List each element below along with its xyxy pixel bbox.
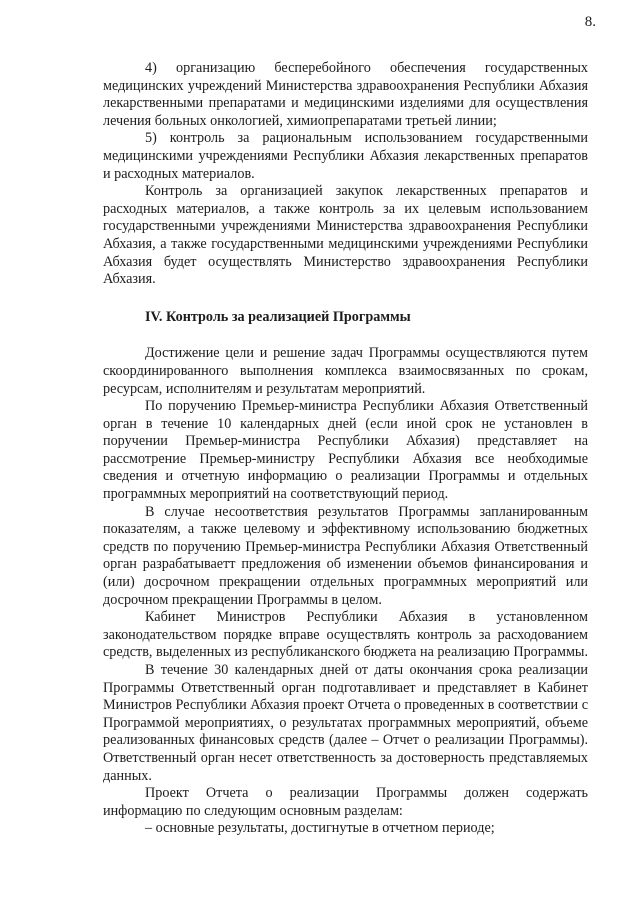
paragraph-cabinet-control: Кабинет Министров Республики Абхазия в установленном законодательством порядке вправе осуществлять контроль за расходованием средств, выделенных из республиканского бюджета на реализацию Программы. (103, 609, 588, 661)
paragraph-nonconformity: В случае несоответствия результатов Программы запланированным показателям, а также целевому и эффективному использованию бюджетных средств по поручению Премьер-министра Республики Абхазия Ответственный орган разрабатываетт предложения об изменении объемов финансирования и (или) досрочном прекращении отдельных программных мероприятий или досрочном прекращении Программы в целом. (103, 503, 588, 608)
section-heading: IV. Контроль за реализацией Программы (145, 308, 411, 325)
paragraph-report-deadline: В течение 30 календарных дней от даты окончания срока реализации Программы Ответственный орган подготавливает и представляет в Кабинет Министров Республики Абхазия проект Отчета о проведенных в соответствии с Программой мероприятиях, о результатах программных мероприятий, объеме реализованных финансовых средств (далее – Отчет о реализации Программы). Ответственный орган несет ответственность за достоверность представляемых данных. (103, 662, 588, 784)
paragraph-procurement-control: Контроль за организацией закупок лекарственных препаратов и расходных материалов, а также контроль за их целевым использованием государственными учреждениями Министерства здравоохранения Республики Абхазия, а также государственными медицинскими учреждениями Республики Абхазия будет осуществлять Министерство здравоохранения Республики Абхазия. (103, 183, 588, 288)
paragraph-report-sections: Проект Отчета о реализации Программы должен содержать информацию по следующим основным разделам: (103, 785, 588, 819)
document-body (103, 60, 588, 838)
paragraph-pm-instruction: По поручению Премьер-министра Республики Абхазия Ответственный орган в течение 10 календарных дней (если иной срок не установлен в поручении Премьер-министра Республики Абхазия) представляет на рассмотрение Премьер-министру Республики Абхазия все необходимые сведения и отчетную информацию о реализации Программы и отдельных программных мероприятий на соответствующий период. (103, 398, 588, 503)
paragraph-item-5: 5) контроль за рациональным использованием государственными медицинскими учреждениями Республики Абхазия лекарственных препаратов и расходных материалов. (103, 130, 588, 182)
paragraph-item-4: 4) организацию бесперебойного обеспечения государственных медицинских учреждений Министерства здравоохранения Республики Абхазия лекарственными препаратами и медицинскими изделиями для осуществления лечения больных онкологией, химиопрепаратами третьей линии; (103, 60, 588, 129)
paragraph-goal-achievement: Достижение цели и решение задач Программы осуществляются путем скоординированного выполнения комплекса взаимосвязанных по срокам, ресурсам, исполнителям и результатам мероприятий. (103, 345, 588, 397)
page-number: 8. (584, 14, 596, 30)
paragraph-main-results: – основные результаты, достигнутые в отчетном периоде; (145, 820, 495, 837)
